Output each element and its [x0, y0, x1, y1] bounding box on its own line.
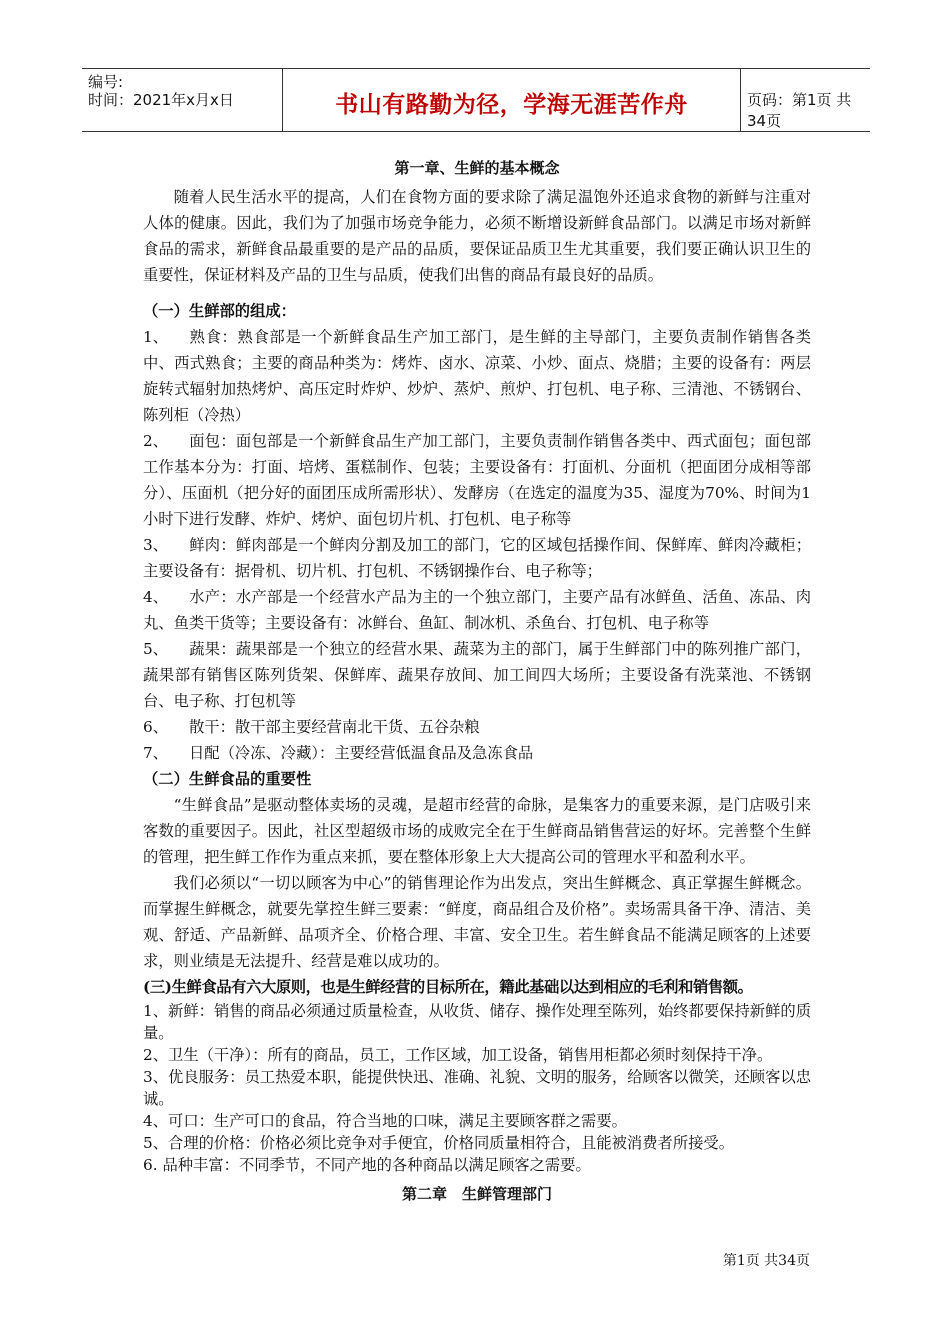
- list-item: 4、可口：生产可口的食品，符合当地的口味，满足主要顾客群之需要。: [143, 1112, 627, 1130]
- section2-paragraph-1: “生鲜食品”是驱动整体卖场的灵魂，是超市经营的命脉，是集客力的重要来源，是门店吸引来客数的重要因子。因此，社区型超级市场的成败完全在于生鲜商品销售营运的好坏。完善整个生鲜的管理，把生鲜工作作为重点来抓，要在整体形象上大大提高公司的管理水平和盈利水平。: [143, 796, 811, 866]
- header-motto-cell: [282, 69, 741, 131]
- list-item: 5、合理的价格：价格必须比竞争对手便宜，价格同质量相符合，且能被消费者所接受。: [143, 1134, 735, 1152]
- list-item: 2、卫生（干净）：所有的商品，员工，工作区域，加工设备，销售用柜都必须时刻保持干净。: [143, 1046, 773, 1064]
- page-footer: 第1页 共34页: [722, 1253, 810, 1269]
- time-label: 时间：2021年x月x日: [88, 91, 234, 109]
- header-page-cell: [739, 69, 870, 131]
- list-item: 6. 品种丰富：不同季节，不同产地的各种商品以满足顾客之需要。: [143, 1156, 591, 1174]
- list-item: 6、 散干：散干部主要经营南北干货、五谷杂粮: [143, 718, 480, 736]
- list-item: 5、 蔬果：蔬果部是一个独立的经营水果、蔬菜为主的部门，属于生鲜部门中的陈列推广部门，蔬果部有销售区陈列货架、保鲜库、蔬果存放间、加工间四大场所；主要设备有洗菜池、不锈钢台、电子称、打包机等: [143, 640, 811, 710]
- section2-paragraph-2: 我们必须以“一切以顾客为中心”的销售理论作为出发点，突出生鲜概念、真正掌握生鲜概念。而掌握生鲜概念，就要先掌控生鲜三要素：“鲜度，商品组合及价格”。卖场需具备干净、清洁、美观、舒适、产品新鲜、品项齐全、价格合理、丰富、安全卫生。若生鲜食品不能满足顾客的上述要求，则业绩是无法提升、经营是难以成功的。: [143, 874, 811, 970]
- list-item: 7、 日配（冷冻、冷藏）：主要经营低温食品及急冻食品: [143, 744, 534, 762]
- list-item: 3、 鲜肉：鲜肉部是一个鲜肉分割及加工的部门，它的区域包括操作间、保鲜库、鲜肉冷藏柜；主要设备有：据骨机、切片机、打包机、不锈钢操作台、电子称等；: [143, 536, 811, 580]
- header-meta-cell: [82, 69, 282, 131]
- motto: 书山有路勤为径，学海无涯苦作舟: [335, 92, 688, 118]
- intro-paragraph: 随着人民生活水平的提高，人们在食物方面的要求除了满足温饱外还追求食物的新鲜与注重对人体的健康。因此，我们为了加强市场竞争能力，必须不断增设新鲜食品部门。以满足市场对新鲜食品的需求，新鲜食品最重要的是产品的品质，要保证品质卫生尤其重要，我们要正确认识卫生的重要性，保证材料及产品的卫生与品质，使我们出售的商品有最良好的品质。: [143, 188, 811, 284]
- chapter1-title: 第一章、生鲜的基本概念: [394, 159, 560, 177]
- list-item: 4、 水产：水产部是一个经营水产品为主的一个独立部门，主要产品有冰鲜鱼、活鱼、冻品、肉丸、鱼类干货等；主要设备有：冰鲜台、鱼缸、制冰机、杀鱼台、打包机、电子称等: [143, 588, 811, 632]
- document-body: [143, 156, 811, 1210]
- list-item: 3、优良服务：员工热爱本职，能提供快迅、准确、礼貌、文明的服务，给顾客以微笑，还顾客以忠诚。: [143, 1068, 811, 1108]
- list-item: 1、新鲜：销售的商品必须通过质量检查，从收货、储存、操作处理至陈列，始终都要保持新鲜的质量。: [143, 1002, 811, 1042]
- section2-heading: （二）生鲜食品的重要性: [143, 770, 312, 788]
- list-item: 1、 熟食：熟食部是一个新鲜食品生产加工部门，是生鲜的主导部门，主要负责制作销售各类中、西式熟食；主要的商品种类为：烤炸、卤水、凉菜、小炒、面点、烧腊；主要的设备有：两层旋转式辐射加热烤炉、高压定时炸炉、炒炉、蒸炉、煎炉、打包机、电子称、三清池、不锈钢台、陈列柜（冷热）: [143, 328, 811, 424]
- list-item: 2、 面包：面包部是一个新鲜食品生产加工部门，主要负责制作销售各类中、西式面包；面包部工作基本分为：打面、培烤、蛋糕制作、包装；主要设备有：打面机、分面机（把面团分成相等部分）、压面机（把分好的面团压成所需形状）、发酵房（在选定的温度为35、湿度为70%、时间为1小时下进行发酵、炸炉、烤炉、面包切片机、打包机、电子称等: [143, 432, 811, 528]
- chapter2-title: 第二章 生鲜管理部门: [401, 1185, 552, 1203]
- header-table: [82, 68, 870, 132]
- section1-heading: （一）生鲜部的组成：: [143, 302, 296, 320]
- page-code: 页码：第1页 共34页: [747, 91, 852, 130]
- number-label: 编号:: [88, 73, 124, 91]
- section3-heading: (三)生鲜食品有六大原则，也是生鲜经营的目标所在，籍此基础以达到相应的毛利和销售额。: [143, 978, 753, 996]
